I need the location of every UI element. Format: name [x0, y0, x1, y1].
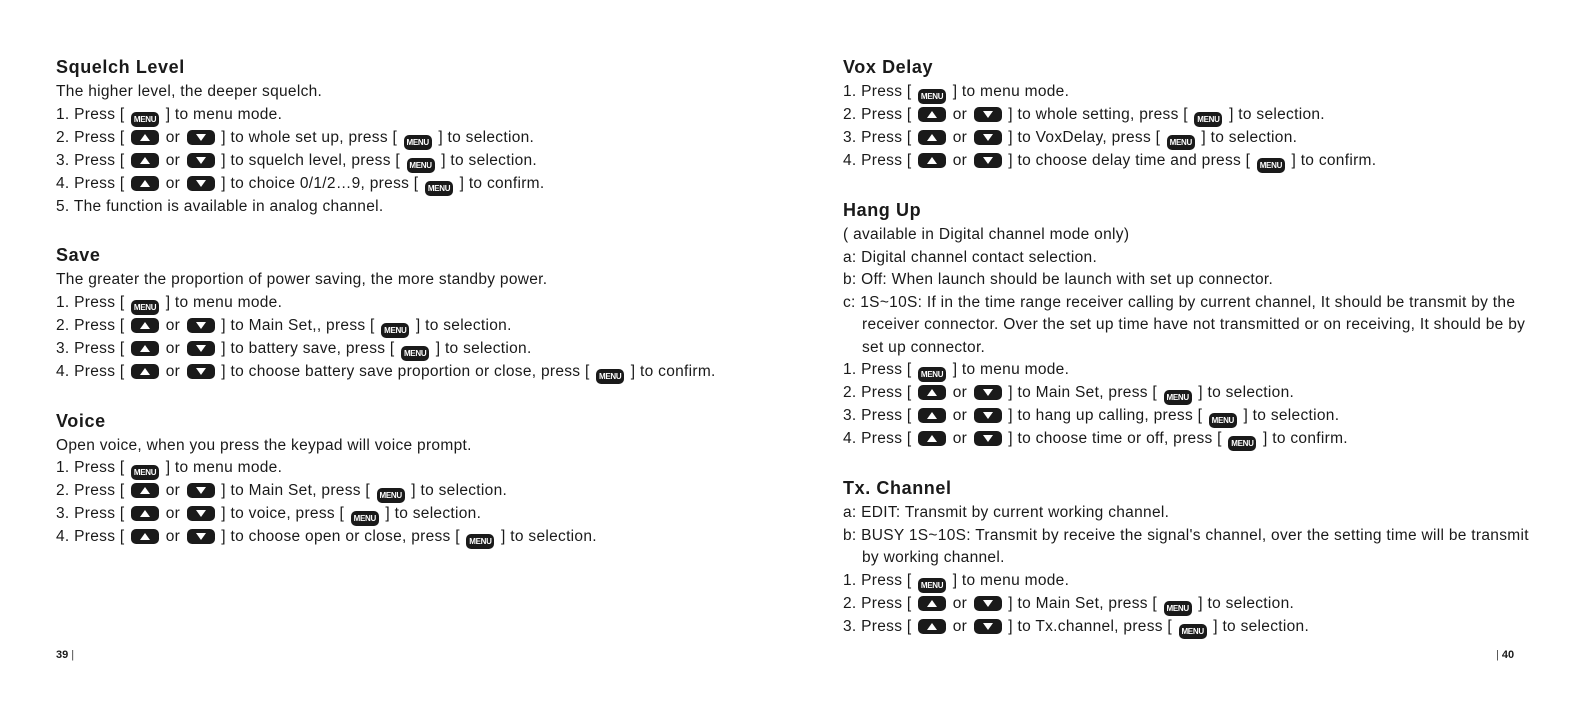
text-fragment: 1. Press [ [56, 293, 125, 311]
text-fragment: or [952, 152, 968, 169]
right-page [843, 56, 1533, 665]
text-fragment: 3. Press [ [843, 617, 912, 635]
text-fragment: or [165, 316, 181, 334]
menu-key-icon: MENU [466, 534, 494, 549]
instruction-line [843, 150, 1533, 173]
instruction-line [56, 173, 796, 196]
instruction-line [843, 127, 1533, 150]
text-fragment: ] to squelch level, press [ [221, 151, 400, 169]
text-fragment: ] to choose time or off, press [ [1008, 430, 1222, 447]
text-fragment: or [165, 505, 181, 522]
text-fragment: or [952, 594, 968, 612]
instruction-line [843, 359, 1533, 382]
menu-key-icon: MENU [918, 578, 946, 593]
down-arrow-key-icon [187, 341, 215, 356]
menu-key-icon: MENU [404, 135, 432, 150]
triangle-up-icon [140, 533, 150, 540]
text-fragment: ] to selection. [441, 151, 538, 169]
text-fragment: ] to selection. [501, 528, 597, 545]
section-tx-channel [843, 477, 1533, 639]
text-fragment: ] to selection. [1229, 106, 1325, 123]
text-fragment: 1. Press [ [843, 571, 912, 589]
triangle-up-icon [140, 134, 150, 141]
text-fragment: The greater the proportion of power saving, the more standby power. [56, 271, 548, 288]
triangle-down-icon [196, 322, 206, 329]
text-fragment: or [165, 174, 181, 192]
text-fragment: or [165, 128, 181, 146]
instruction-line [56, 81, 796, 104]
down-arrow-key-icon [187, 529, 215, 544]
text-fragment: 3. Press [ [56, 505, 125, 522]
text-fragment: 2. Press [ [56, 128, 125, 146]
up-arrow-key-icon [918, 408, 946, 423]
text-fragment: or [165, 339, 181, 357]
text-fragment: ] to choose battery save proportion or close, press [ [221, 362, 590, 380]
instruction-line [56, 338, 796, 361]
text-fragment: 4. Press [ [56, 362, 125, 380]
text-fragment: 1. Press [ [843, 361, 912, 378]
section-title: Save [56, 245, 101, 265]
instruction-line [843, 382, 1533, 405]
up-arrow-key-icon [918, 130, 946, 145]
menu-key-icon: MENU [918, 89, 946, 104]
text-fragment: 2. Press [ [843, 106, 912, 123]
text-fragment: Open voice, when you press the keypad will voice prompt. [56, 436, 472, 454]
down-arrow-key-icon [974, 596, 1002, 611]
section-title: Voice [56, 410, 106, 431]
section-vox-delay [843, 56, 1533, 173]
menu-key-icon: MENU [1194, 112, 1222, 127]
up-arrow-key-icon [131, 483, 159, 498]
up-arrow-key-icon [131, 176, 159, 191]
text-fragment: ] to selection. [415, 316, 512, 334]
triangle-up-icon [927, 600, 937, 607]
up-arrow-key-icon [131, 318, 159, 333]
up-arrow-key-icon [131, 341, 159, 356]
text-fragment: ] to menu mode. [952, 361, 1070, 378]
instruction-line [843, 104, 1533, 127]
text-fragment: ] to Tx.channel, press [ [1008, 617, 1173, 635]
triangle-up-icon [140, 180, 150, 187]
text-fragment: 4. Press [ [843, 152, 912, 169]
triangle-down-icon [196, 180, 206, 187]
text-fragment: ] to selection. [411, 482, 508, 499]
triangle-down-icon [196, 487, 206, 494]
section-squelch-level [56, 56, 796, 218]
triangle-down-icon [983, 111, 993, 118]
instruction-line [843, 502, 1533, 525]
triangle-down-icon [196, 157, 206, 164]
instruction-line [56, 292, 796, 315]
text-fragment: ] to menu mode. [165, 105, 283, 123]
text-fragment: ] to menu mode. [952, 571, 1070, 589]
menu-key-icon: MENU [1167, 135, 1195, 150]
instruction-line [56, 480, 796, 503]
text-fragment: ] to selection. [385, 505, 482, 522]
text-fragment: ] to menu mode. [165, 293, 283, 311]
down-arrow-key-icon [187, 130, 215, 145]
down-arrow-key-icon [187, 318, 215, 333]
text-fragment: ] to hang up calling, press [ [1008, 407, 1203, 424]
down-arrow-key-icon [974, 130, 1002, 145]
menu-key-icon: MENU [1179, 624, 1207, 639]
text-fragment: 3. Press [ [843, 407, 912, 424]
instruction-line [56, 457, 796, 480]
down-arrow-key-icon [187, 506, 215, 521]
down-arrow-key-icon [974, 408, 1002, 423]
text-fragment: ] to menu mode. [165, 459, 283, 476]
text-fragment: The higher level, the deeper squelch. [56, 83, 323, 100]
triangle-down-icon [983, 623, 993, 630]
text-fragment: 3. Press [ [843, 129, 912, 146]
up-arrow-key-icon [131, 529, 159, 544]
triangle-down-icon [983, 412, 993, 419]
text-fragment: or [952, 129, 968, 146]
text-fragment: b: BUSY 1S~10S: Transmit by receive the signal's channel, over the setting time will be transmit by working channel. [843, 526, 1529, 566]
text-fragment: 2. Press [ [843, 384, 912, 401]
text-fragment: a: EDIT: Transmit by current working channel. [843, 504, 1170, 521]
up-arrow-key-icon [918, 596, 946, 611]
menu-key-icon: MENU [1164, 601, 1192, 616]
section-voice [56, 410, 796, 550]
section-title: Squelch Level [56, 57, 185, 77]
menu-key-icon: MENU [381, 323, 409, 338]
instruction-line [843, 616, 1533, 639]
text-fragment: c: 1S~10S: If in the time range receiver calling by current channel, It should be transmit by the receiver connector. Over the set up time have not transmitted or on receiving, It should be by set up connector. [843, 293, 1526, 356]
triangle-up-icon [927, 412, 937, 419]
text-fragment: b: Off: When launch should be launch with set up connector. [843, 271, 1274, 288]
text-fragment: 1. Press [ [56, 459, 125, 476]
instruction-line [56, 361, 796, 384]
page-number-right: | 40 [1496, 649, 1515, 661]
text-fragment: 2. Press [ [56, 316, 125, 334]
section-title: Vox Delay [843, 57, 934, 77]
text-fragment: ] to voice, press [ [221, 505, 345, 522]
menu-key-icon: MENU [425, 181, 453, 196]
instruction-line [843, 81, 1533, 104]
down-arrow-key-icon [974, 153, 1002, 168]
instruction-line [843, 593, 1533, 616]
text-fragment: 4. Press [ [56, 528, 125, 545]
triangle-up-icon [927, 157, 937, 164]
text-fragment: or [952, 617, 968, 635]
text-fragment: ] to choose open or close, press [ [221, 528, 460, 545]
text-fragment: ] to selection. [1201, 129, 1298, 146]
triangle-up-icon [927, 111, 937, 118]
menu-key-icon: MENU [1228, 436, 1256, 451]
text-fragment: 1. Press [ [843, 83, 912, 100]
down-arrow-key-icon [187, 153, 215, 168]
text-fragment: or [952, 384, 968, 401]
text-fragment: 4. Press [ [843, 430, 912, 447]
menu-key-icon: MENU [407, 158, 435, 173]
triangle-up-icon [927, 389, 937, 396]
instruction-line [843, 570, 1533, 593]
menu-key-icon: MENU [351, 511, 379, 526]
up-arrow-key-icon [131, 506, 159, 521]
instruction-line [56, 150, 796, 173]
up-arrow-key-icon [131, 364, 159, 379]
menu-key-icon: MENU [1209, 413, 1237, 428]
text-fragment: or [165, 482, 181, 499]
text-fragment: ] to Main Set, press [ [221, 482, 371, 499]
triangle-down-icon [196, 368, 206, 375]
text-fragment: ] to confirm. [459, 174, 545, 192]
up-arrow-key-icon [918, 619, 946, 634]
instruction-line [56, 269, 796, 292]
instruction-line [56, 315, 796, 338]
section-hang-up [843, 199, 1533, 451]
text-fragment: 4. Press [ [56, 174, 125, 192]
triangle-down-icon [983, 435, 993, 442]
text-fragment: or [165, 528, 181, 545]
text-fragment: 2. Press [ [843, 594, 912, 612]
triangle-down-icon [983, 389, 993, 396]
triangle-down-icon [983, 600, 993, 607]
text-fragment: ] to Main Set,, press [ [221, 316, 375, 334]
menu-key-icon: MENU [131, 112, 159, 127]
section-title: Tx. Channel [843, 478, 952, 498]
triangle-up-icon [927, 134, 937, 141]
up-arrow-key-icon [918, 107, 946, 122]
page-number-left: 39 | [56, 649, 75, 661]
text-fragment: ] to choice 0/1/2…9, press [ [221, 174, 419, 192]
text-fragment: ] to confirm. [630, 362, 716, 380]
menu-key-icon: MENU [596, 369, 624, 384]
triangle-down-icon [983, 157, 993, 164]
text-fragment: ] to selection. [1213, 617, 1310, 635]
menu-key-icon: MENU [377, 488, 405, 503]
menu-key-icon: MENU [918, 367, 946, 382]
instruction-line [56, 104, 796, 127]
text-fragment: ] to selection. [1198, 384, 1295, 401]
triangle-down-icon [196, 134, 206, 141]
down-arrow-key-icon [187, 176, 215, 191]
text-fragment: or [165, 151, 181, 169]
down-arrow-key-icon [974, 431, 1002, 446]
text-fragment: or [952, 430, 968, 447]
triangle-up-icon [927, 435, 937, 442]
text-fragment: ] to battery save, press [ [221, 339, 395, 357]
triangle-down-icon [196, 345, 206, 352]
instruction-line [843, 292, 1533, 360]
triangle-up-icon [140, 322, 150, 329]
text-fragment: 2. Press [ [56, 482, 125, 499]
menu-key-icon: MENU [131, 300, 159, 315]
text-fragment: ] to selection. [438, 128, 535, 146]
text-fragment: ] to selection. [1198, 594, 1295, 612]
menu-key-icon: MENU [1164, 390, 1192, 405]
triangle-up-icon [140, 345, 150, 352]
text-fragment: 5. The function is available in analog channel. [56, 197, 384, 215]
down-arrow-key-icon [187, 483, 215, 498]
down-arrow-key-icon [187, 364, 215, 379]
triangle-up-icon [140, 510, 150, 517]
menu-key-icon: MENU [1257, 158, 1285, 173]
text-fragment: a: Digital channel contact selection. [843, 248, 1098, 266]
down-arrow-key-icon [974, 619, 1002, 634]
instruction-line [56, 196, 796, 219]
triangle-down-icon [196, 510, 206, 517]
instruction-line [56, 503, 796, 526]
instruction-line [843, 247, 1533, 270]
text-fragment: 3. Press [ [56, 339, 125, 357]
instruction-line [56, 526, 796, 549]
triangle-up-icon [140, 157, 150, 164]
triangle-down-icon [983, 134, 993, 141]
text-fragment: or [952, 106, 968, 123]
text-fragment: ] to selection. [1243, 407, 1340, 424]
instruction-line [843, 428, 1533, 451]
text-fragment: ] to confirm. [1263, 430, 1348, 447]
text-fragment: ( available in Digital channel mode only) [843, 226, 1130, 243]
text-fragment: ] to whole setting, press [ [1008, 106, 1188, 123]
up-arrow-key-icon [918, 431, 946, 446]
up-arrow-key-icon [918, 153, 946, 168]
menu-key-icon: MENU [401, 346, 429, 361]
text-fragment: ] to Main Set, press [ [1008, 384, 1158, 401]
up-arrow-key-icon [131, 153, 159, 168]
triangle-up-icon [140, 487, 150, 494]
triangle-up-icon [927, 623, 937, 630]
section-title: Hang Up [843, 200, 922, 220]
instruction-line [843, 269, 1533, 292]
text-fragment: ] to menu mode. [952, 83, 1070, 100]
down-arrow-key-icon [974, 107, 1002, 122]
text-fragment: 1. Press [ [56, 105, 125, 123]
text-fragment: ] to whole set up, press [ [221, 128, 398, 146]
triangle-down-icon [196, 533, 206, 540]
up-arrow-key-icon [131, 130, 159, 145]
instruction-line [56, 127, 796, 150]
left-page [56, 56, 796, 575]
text-fragment: or [952, 407, 968, 424]
text-fragment: ] to selection. [435, 339, 532, 357]
instruction-line [843, 405, 1533, 428]
text-fragment: or [165, 362, 181, 380]
text-fragment: ] to Main Set, press [ [1008, 594, 1158, 612]
text-fragment: ] to VoxDelay, press [ [1008, 129, 1161, 146]
text-fragment: 3. Press [ [56, 151, 125, 169]
triangle-up-icon [140, 368, 150, 375]
up-arrow-key-icon [918, 385, 946, 400]
section-save [56, 244, 796, 384]
menu-key-icon: MENU [131, 465, 159, 480]
instruction-line [843, 525, 1533, 570]
text-fragment: ] to confirm. [1291, 152, 1377, 169]
instruction-line [56, 435, 796, 458]
text-fragment: ] to choose delay time and press [ [1008, 152, 1251, 169]
down-arrow-key-icon [974, 385, 1002, 400]
instruction-line [843, 224, 1533, 247]
